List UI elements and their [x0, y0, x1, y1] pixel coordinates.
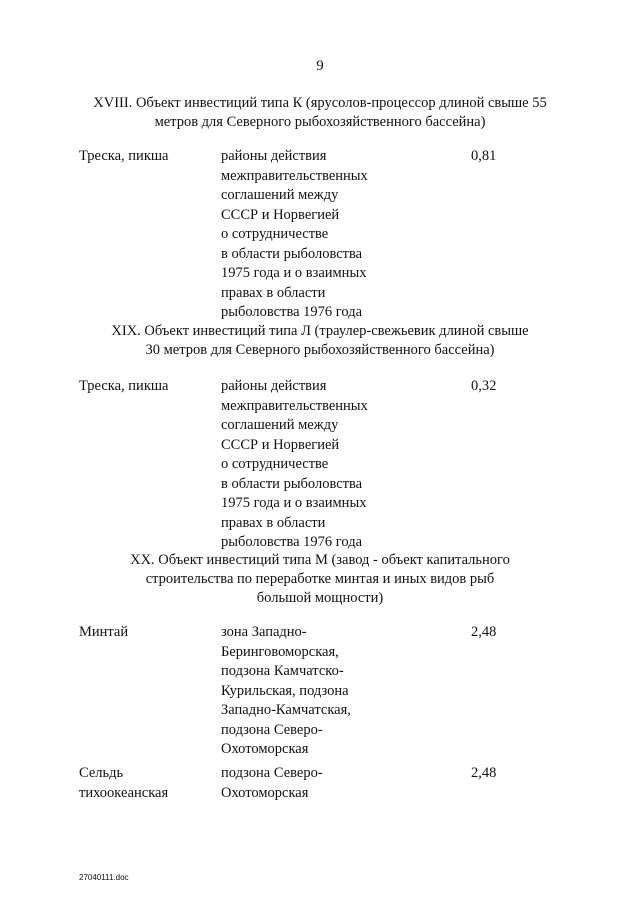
- heading-line: строительства по переработке минтая и иных видов рыб: [145, 571, 495, 587]
- area-line: в области рыболовства: [221, 475, 363, 492]
- species-name: Треска, пикша: [79, 148, 169, 164]
- area-line: подзона Северо-: [221, 721, 323, 738]
- heading-line: большой мощности): [256, 590, 384, 606]
- area-line: 1975 года и о взаимных: [221, 495, 367, 511]
- area-line: зона Западно-: [221, 624, 307, 640]
- area-line: рыболовства 1976 года: [221, 534, 363, 550]
- area-line: районы действия: [221, 378, 327, 394]
- coefficient-value: 0,32: [471, 378, 497, 394]
- area-line: в области рыболовства: [221, 245, 363, 262]
- area-line: подзона Северо-: [221, 765, 323, 781]
- heading-line: XIX. Объект инвестиций типа Л (траулер-свежьевик длиной свыше: [111, 323, 529, 339]
- species-cell: [79, 764, 168, 803]
- page-number: 9: [316, 58, 324, 74]
- heading-line: метров для Северного рыбохозяйственного бассейна): [154, 114, 486, 130]
- area-line: межправительственных: [221, 397, 368, 414]
- heading-line: XX. Объект инвестиций типа М (завод - объект капитального: [130, 552, 510, 568]
- section-heading: [70, 322, 570, 360]
- area-cell: [221, 764, 323, 803]
- species-name: Минтай: [79, 624, 129, 640]
- section-heading: [70, 551, 570, 608]
- species-cell: [79, 147, 168, 167]
- area-line: межправительственных: [221, 167, 368, 184]
- heading-line: XVIII. Объект инвестиций типа К (ярусолов-процессор длиной свыше 55: [93, 95, 547, 111]
- area-cell: [221, 147, 368, 323]
- area-cell: [221, 377, 368, 553]
- area-line: Курильская, подзона: [221, 682, 349, 699]
- species-name: Треска, пикша: [79, 378, 169, 394]
- coefficient-value: 0,81: [471, 148, 497, 164]
- species-cell: [79, 377, 168, 397]
- area-line: о сотрудничестве: [221, 226, 329, 242]
- species-name: Сельдь: [79, 765, 124, 781]
- area-line: о сотрудничестве: [221, 456, 329, 472]
- area-line: Охотоморская: [221, 784, 309, 801]
- coefficient-value: 2,48: [471, 624, 497, 640]
- area-line: Западно-Камчатская,: [221, 702, 351, 718]
- heading-line: 30 метров для Северного рыбохозяйственного бассейна): [145, 342, 495, 358]
- section-heading: [70, 94, 570, 132]
- area-line: правах в области: [221, 284, 326, 301]
- area-line: Охотоморская: [221, 741, 309, 757]
- area-line: Беринговоморская,: [221, 643, 339, 660]
- area-line: соглашений между: [221, 187, 339, 203]
- area-line: СССР и Норвегией: [221, 436, 340, 453]
- coefficient-value: 2,48: [471, 765, 497, 781]
- species-cell: [79, 623, 128, 643]
- area-cell: [221, 623, 351, 760]
- area-line: рыболовства 1976 года: [221, 304, 363, 320]
- area-line: подзона Камчатско-: [221, 663, 344, 679]
- area-line: правах в области: [221, 514, 326, 531]
- document-footer: 27040111.doc: [79, 873, 129, 882]
- area-line: СССР и Норвегией: [221, 206, 340, 223]
- area-line: районы действия: [221, 148, 327, 164]
- species-name: тихоокеанская: [79, 784, 169, 801]
- area-line: 1975 года и о взаимных: [221, 265, 367, 281]
- area-line: соглашений между: [221, 417, 339, 433]
